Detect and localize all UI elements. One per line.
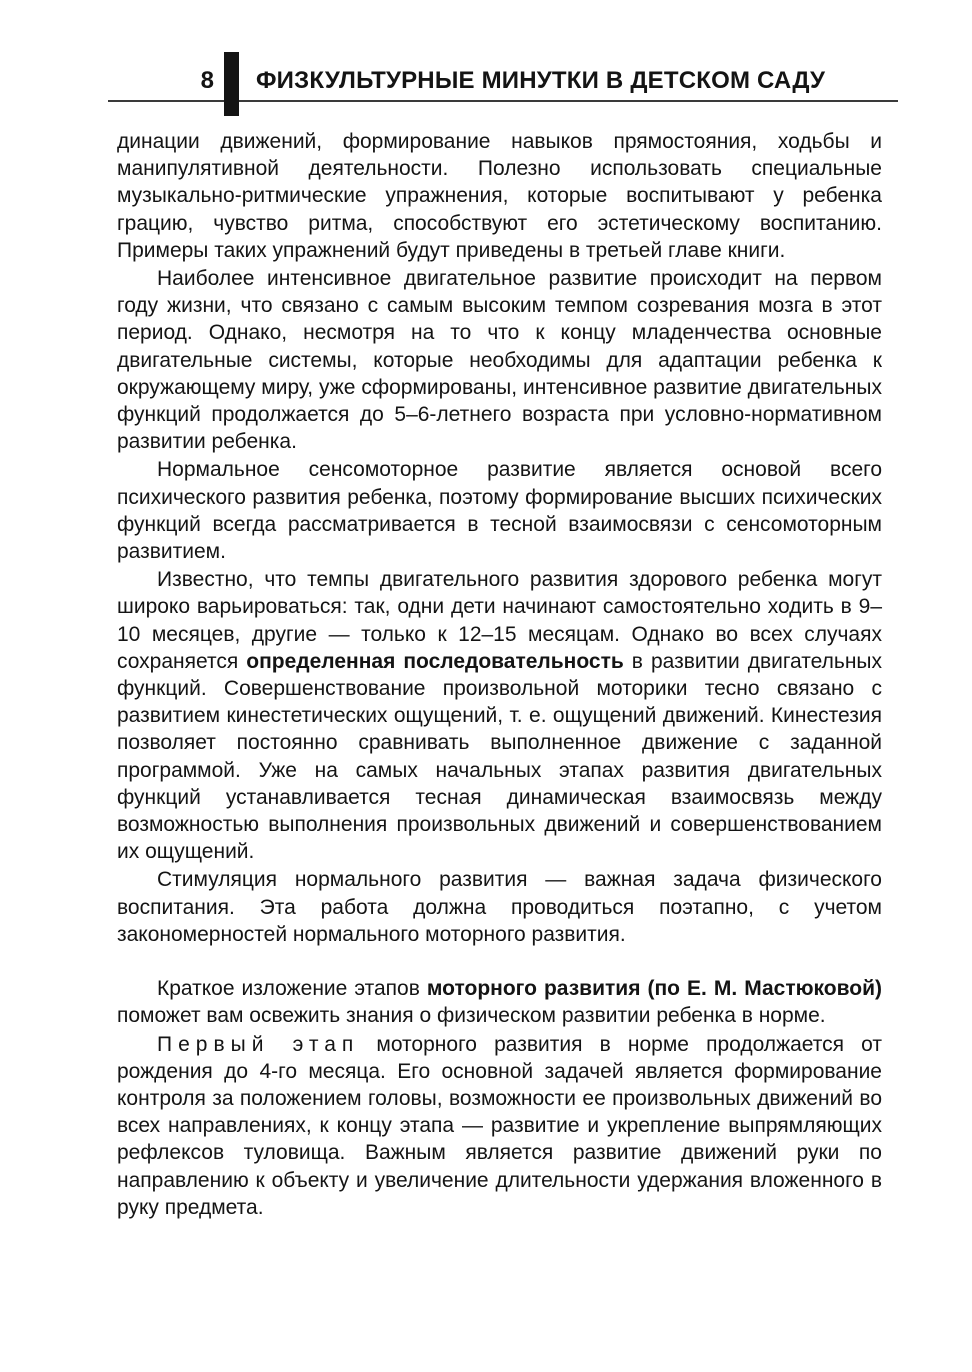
page-body	[117, 128, 882, 1222]
paragraph-6	[117, 975, 882, 1029]
paragraph-3-text: Нормальное сенсомоторное развитие является основой всего психического развития ребенка, поэтому формирование высших психических функций всегда рассматривается в тесной взаимосвязи с сенсомоторным развитием.	[117, 458, 882, 564]
page-number: 8	[200, 67, 214, 94]
paragraph-4-text-b: в развитии двигательных функций. Совершенствование произвольной моторики тесно связано с развитием кинестетических ощущений, т. е. ощущений движений. Кинестезия позволяет постоянно сравнивать выполненное движение с заданной программой. Уже на самых начальных этапах развития двигательных функций устанавливается тесная динамическая взаимосвязь между возможностью выполнения произвольных движений и совершенствованием их ощущений.	[117, 649, 883, 864]
header-bar	[224, 52, 239, 116]
paragraph-1	[117, 128, 882, 264]
running-title: ФИЗКУЛЬТУРНЫЕ МИНУТКИ В ДЕТСКОМ САДУ	[256, 67, 826, 94]
paragraph-6-text-b: поможет вам освежить знания о физическом развитии ребенка в норме.	[117, 1004, 826, 1028]
paragraph-2	[117, 265, 882, 455]
paragraph-2-text: Наиболее интенсивное двигательное развитие происходит на первом году жизни, что связано с самым высоким темпом созревания мозга в этот период. Однако, несмотря на то что к концу младенчества основные двигательные системы, которые необходимы для адаптации ребенка к окружающему миру, уже сформированы, интенсивное развитие двигательных функций продолжается до 5–6-летнего возраста при условно-нормативном развитии ребенка.	[117, 267, 882, 454]
paragraph-7-spaced-term: Первый этап	[157, 1032, 360, 1056]
paragraph-6-emphasis: моторного развития (по Е. М. Мастюковой)	[426, 977, 882, 1001]
paragraph-5	[117, 866, 882, 948]
paragraph-4-text-a: Известно, что темпы двигательного развития здорового ребенка могут широко варьироваться: так, одни дети начинают самостоятельно ходить в 9–10 месяцев, другие — только к 12–15 месяцам. Однако во всех случаях сохраняется	[117, 568, 882, 673]
paragraph-6-text-a: Краткое изложение этапов	[157, 977, 427, 1001]
paragraph-7	[117, 1031, 882, 1221]
paragraph-4	[117, 566, 882, 865]
page-header	[0, 0, 972, 120]
paragraph-3	[117, 456, 882, 565]
paragraph-5-text: Стимуляция нормального развития — важная задача физического воспитания. Эта работа должна проводиться поэтапно, с учетом закономерностей нормального моторного развития.	[117, 868, 882, 946]
paragraph-4-emphasis: определенная последовательность	[246, 649, 624, 673]
paragraph-7-text: моторного развития в норме продолжается от рождения до 4-го месяца. Его основной задачей является формирование контроля за положением головы, возможности ее произвольных движений во всех направлениях, к концу этапа — развитие и укрепление выпрямляющих рефлексов туловища. Важным является развитие движений руки по направлению к объекту и увеличение длительности удержания вложенного в руку предмета.	[117, 1032, 882, 1219]
paragraph-1-text: динации движений, формирование навыков прямостояния, ходьбы и манипулятивной деятельности. Полезно использовать специальные музыкально-ритмические упражнения, которые воспитывают у ребенка грацию, чувство ритма, способствуют его эстетическому воспитанию. Примеры таких упражнений будут приведены в третьей главе книги.	[117, 130, 882, 262]
